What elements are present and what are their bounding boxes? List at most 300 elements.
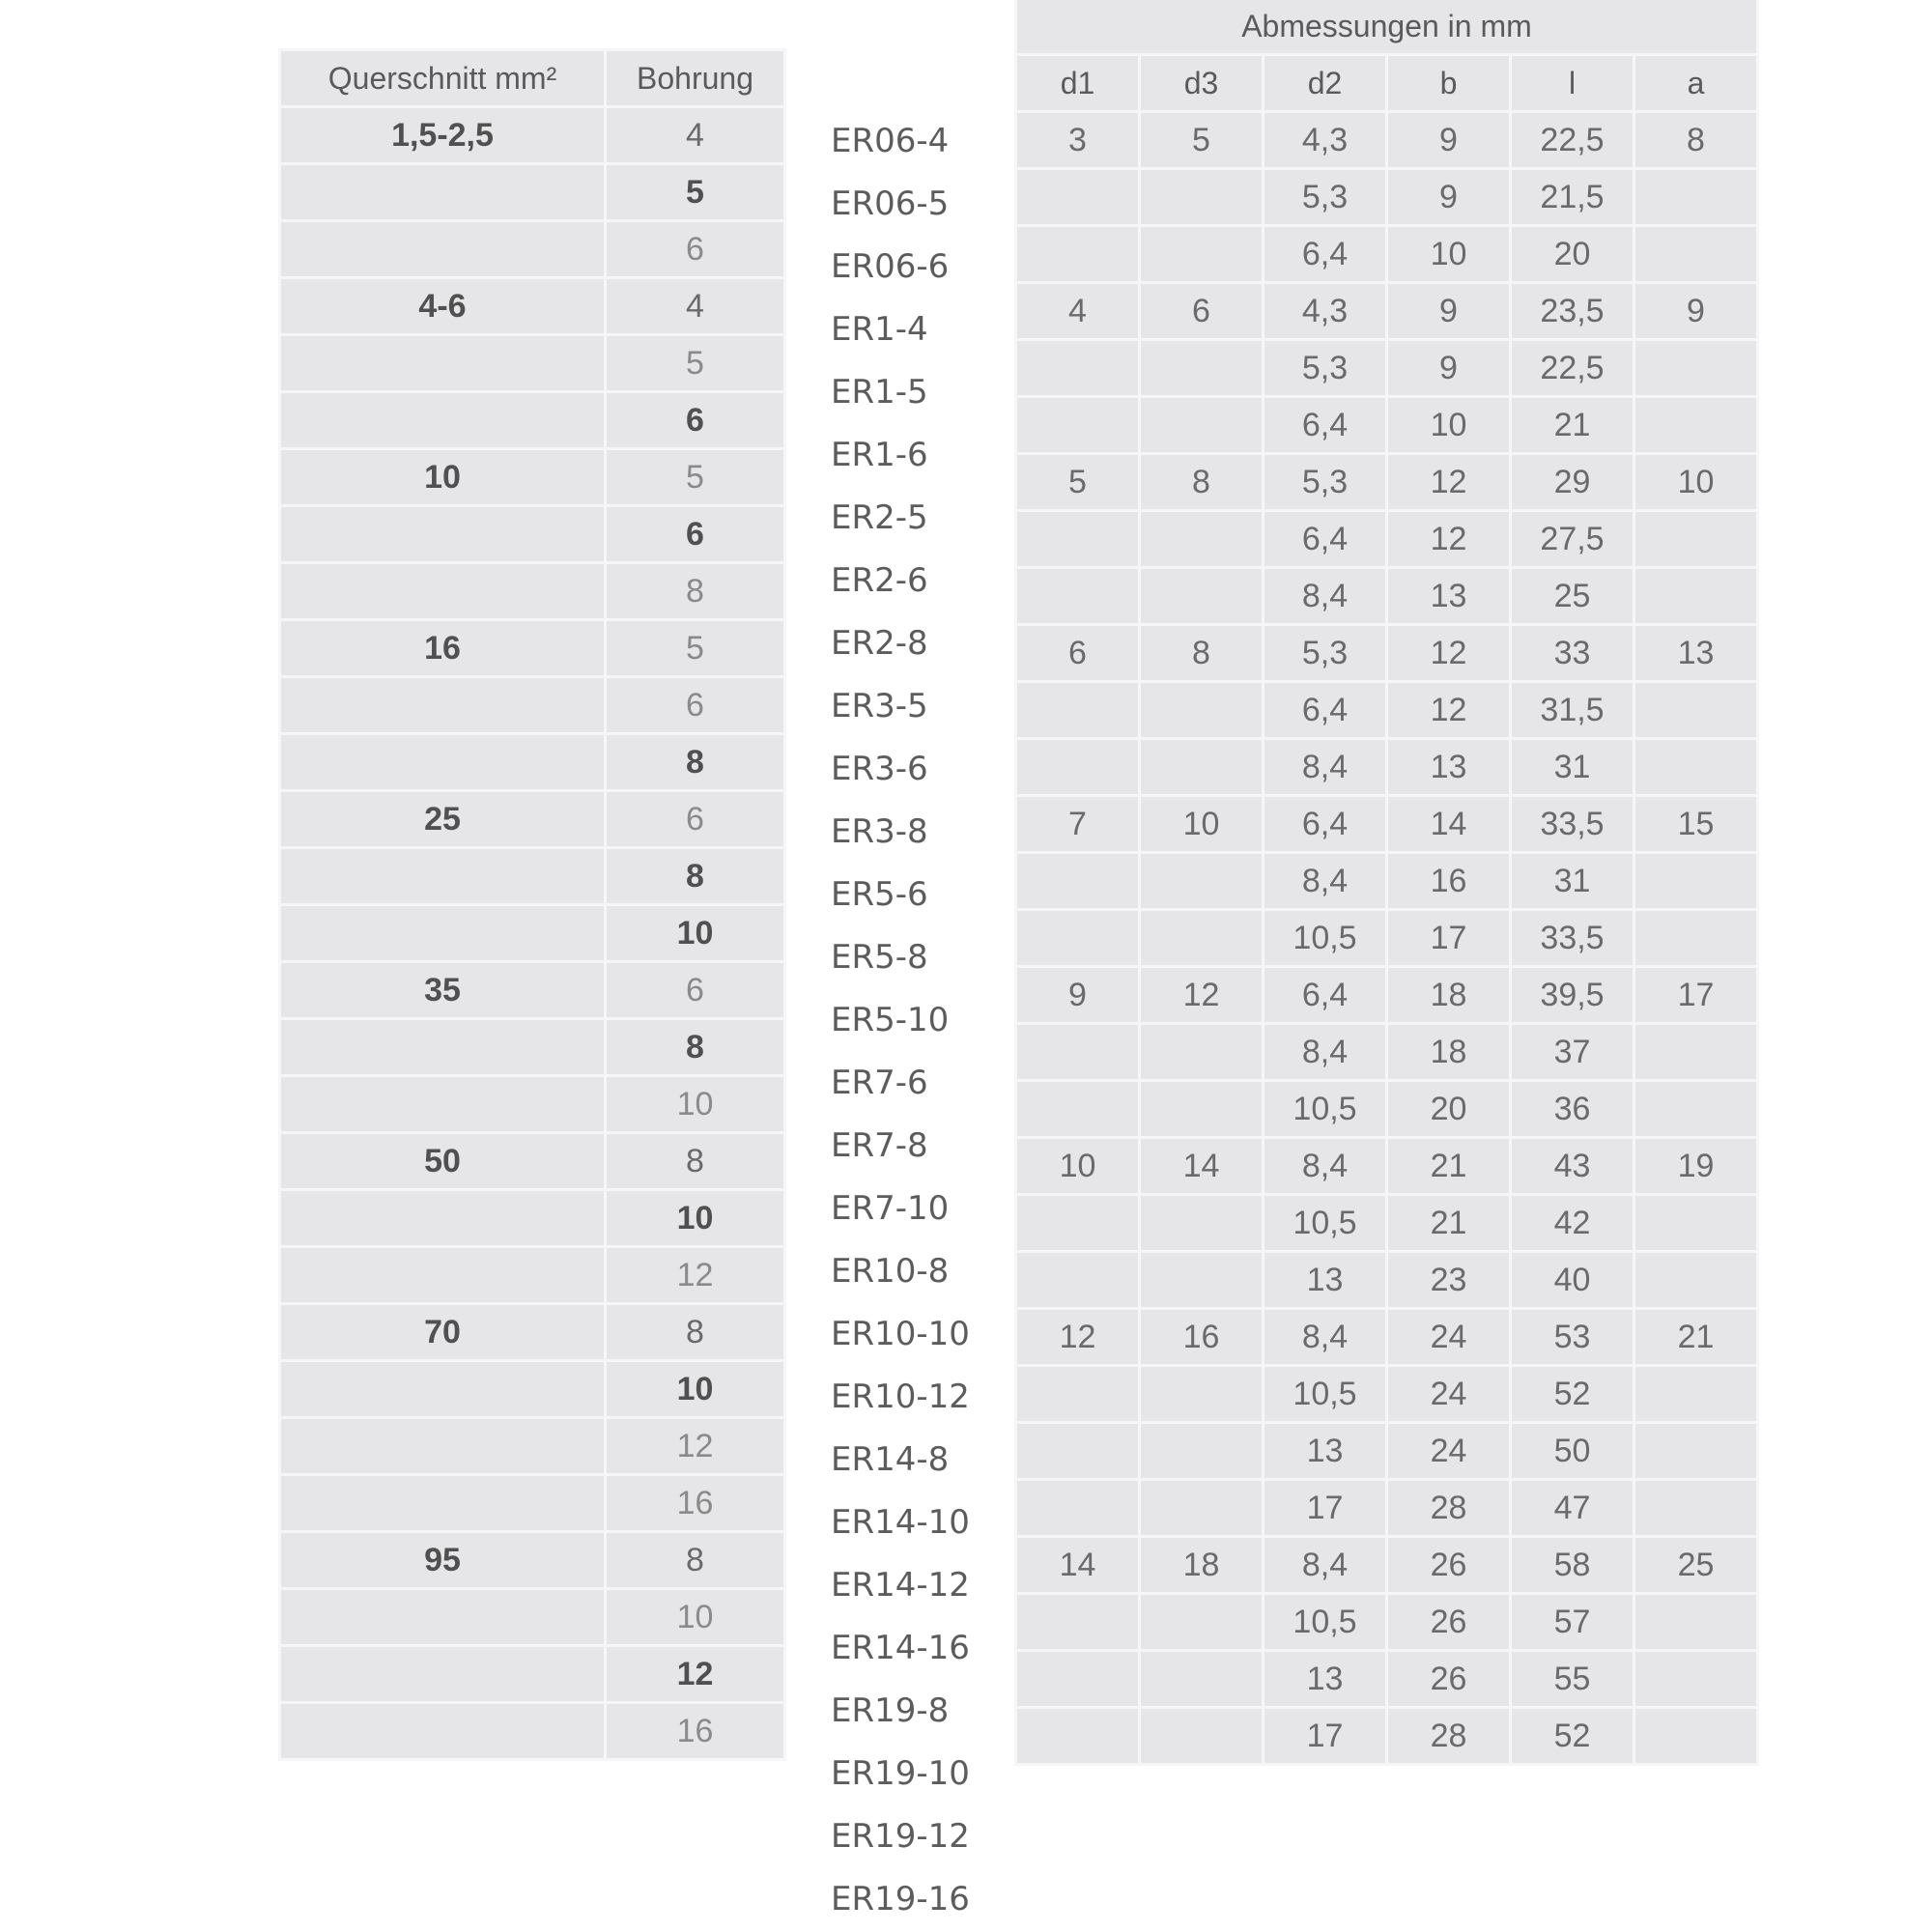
table-row	[280, 962, 785, 1019]
table-row	[280, 1646, 785, 1703]
b-cell: 10	[1387, 397, 1511, 454]
a-cell	[1634, 169, 1758, 226]
article-code: ER14-16	[831, 1629, 970, 1667]
bohrung-cell: 8	[606, 1133, 785, 1190]
d2-cell: 5,3	[1264, 625, 1387, 682]
article-code: ER5-10	[831, 1001, 950, 1039]
dimensions-table	[1014, 0, 1759, 1766]
d2-cell: 8,4	[1264, 1309, 1387, 1366]
querschnitt-cell	[280, 506, 606, 563]
header-d1: d1	[1016, 55, 1140, 112]
d1-cell	[1016, 340, 1140, 397]
d2-cell: 6,4	[1264, 967, 1387, 1024]
a-cell: 17	[1634, 967, 1758, 1024]
table-row	[280, 848, 785, 905]
l-cell: 36	[1511, 1081, 1634, 1138]
b-cell: 9	[1387, 283, 1511, 340]
table-row	[1016, 682, 1758, 739]
b-cell: 21	[1387, 1195, 1511, 1252]
d3-cell	[1140, 1024, 1264, 1081]
d2-cell: 4,3	[1264, 283, 1387, 340]
b-cell: 26	[1387, 1594, 1511, 1651]
header-a: a	[1634, 55, 1758, 112]
l-cell: 31,5	[1511, 682, 1634, 739]
header-querschnitt: Querschnitt mm²	[280, 50, 606, 107]
d3-cell	[1140, 739, 1264, 796]
a-cell	[1634, 1651, 1758, 1708]
querschnitt-cell	[280, 221, 606, 278]
querschnitt-cell	[280, 164, 606, 221]
table-row	[1016, 625, 1758, 682]
d3-cell: 16	[1140, 1309, 1264, 1366]
bohrung-cell: 12	[606, 1646, 785, 1703]
table-row	[280, 1589, 785, 1646]
cross-section-table	[278, 48, 786, 1761]
table-row	[1016, 1309, 1758, 1366]
b-cell: 12	[1387, 511, 1511, 568]
d2-cell: 6,4	[1264, 226, 1387, 283]
a-cell: 15	[1634, 796, 1758, 853]
d2-cell: 8,4	[1264, 1024, 1387, 1081]
table-row	[280, 449, 785, 506]
table-row	[280, 392, 785, 449]
b-cell: 13	[1387, 568, 1511, 625]
b-cell: 9	[1387, 112, 1511, 169]
querschnitt-cell: 4-6	[280, 278, 606, 335]
bohrung-cell: 16	[606, 1703, 785, 1760]
table-row	[280, 335, 785, 392]
table-row	[280, 1703, 785, 1760]
article-code: ER06-6	[831, 247, 950, 286]
d2-cell: 10,5	[1264, 1195, 1387, 1252]
d1-cell: 14	[1016, 1537, 1140, 1594]
article-code: ER7-8	[831, 1126, 928, 1165]
b-cell: 16	[1387, 853, 1511, 910]
d1-cell: 4	[1016, 283, 1140, 340]
l-cell: 50	[1511, 1423, 1634, 1480]
querschnitt-cell	[280, 1019, 606, 1076]
l-cell: 31	[1511, 739, 1634, 796]
querschnitt-cell	[280, 1418, 606, 1475]
b-cell: 9	[1387, 340, 1511, 397]
b-cell: 9	[1387, 169, 1511, 226]
querschnitt-cell	[280, 392, 606, 449]
d2-cell: 8,4	[1264, 739, 1387, 796]
bohrung-cell: 8	[606, 848, 785, 905]
l-cell: 40	[1511, 1252, 1634, 1309]
table-row	[280, 677, 785, 734]
table-row	[1016, 1195, 1758, 1252]
a-cell	[1634, 1480, 1758, 1537]
d2-cell: 5,3	[1264, 340, 1387, 397]
d3-cell	[1140, 169, 1264, 226]
d2-cell: 13	[1264, 1651, 1387, 1708]
querschnitt-cell	[280, 905, 606, 962]
article-code: ER5-6	[831, 875, 928, 914]
bohrung-cell: 6	[606, 506, 785, 563]
bohrung-cell: 8	[606, 1019, 785, 1076]
d3-cell: 8	[1140, 454, 1264, 511]
l-cell: 20	[1511, 226, 1634, 283]
querschnitt-cell	[280, 848, 606, 905]
table-row	[280, 1133, 785, 1190]
a-cell	[1634, 1594, 1758, 1651]
d2-cell: 8,4	[1264, 1138, 1387, 1195]
table-row	[1016, 1024, 1758, 1081]
querschnitt-cell: 70	[280, 1304, 606, 1361]
header-b: b	[1387, 55, 1511, 112]
table-row	[280, 1475, 785, 1532]
a-cell: 25	[1634, 1537, 1758, 1594]
article-code: ER3-6	[831, 750, 928, 788]
table-row	[280, 1190, 785, 1247]
article-code: ER3-8	[831, 812, 928, 851]
table-row	[1016, 853, 1758, 910]
d1-cell	[1016, 1480, 1140, 1537]
article-code: ER2-8	[831, 624, 928, 663]
d1-cell	[1016, 226, 1140, 283]
article-code: ER19-12	[831, 1817, 970, 1856]
d3-cell: 6	[1140, 283, 1264, 340]
b-cell: 12	[1387, 454, 1511, 511]
article-code: ER19-10	[831, 1754, 970, 1793]
header-abmessungen: Abmessungen in mm	[1016, 0, 1758, 55]
bohrung-cell: 6	[606, 221, 785, 278]
right-header-row	[1016, 55, 1758, 112]
a-cell: 21	[1634, 1309, 1758, 1366]
a-cell: 13	[1634, 625, 1758, 682]
article-code: ER19-16	[831, 1880, 970, 1918]
b-cell: 10	[1387, 226, 1511, 283]
table-row	[280, 1076, 785, 1133]
a-cell	[1634, 1708, 1758, 1765]
table-row	[1016, 226, 1758, 283]
d3-cell	[1140, 1366, 1264, 1423]
bohrung-cell: 10	[606, 905, 785, 962]
table-row	[280, 1304, 785, 1361]
d3-cell: 10	[1140, 796, 1264, 853]
l-cell: 21	[1511, 397, 1634, 454]
bohrung-cell: 5	[606, 164, 785, 221]
bohrung-cell: 4	[606, 278, 785, 335]
l-cell: 47	[1511, 1480, 1634, 1537]
d1-cell	[1016, 1366, 1140, 1423]
d2-cell: 6,4	[1264, 682, 1387, 739]
table-row	[1016, 169, 1758, 226]
querschnitt-cell: 25	[280, 791, 606, 848]
querschnitt-cell: 10	[280, 449, 606, 506]
l-cell: 23,5	[1511, 283, 1634, 340]
querschnitt-cell: 35	[280, 962, 606, 1019]
d2-cell: 6,4	[1264, 796, 1387, 853]
article-code: ER06-4	[831, 122, 950, 160]
querschnitt-cell: 16	[280, 620, 606, 677]
d2-cell: 5,3	[1264, 454, 1387, 511]
d3-cell: 5	[1140, 112, 1264, 169]
d3-cell	[1140, 340, 1264, 397]
querschnitt-cell: 95	[280, 1532, 606, 1589]
table-row	[280, 734, 785, 791]
article-code: ER5-8	[831, 938, 928, 977]
b-cell: 24	[1387, 1309, 1511, 1366]
d1-cell	[1016, 682, 1140, 739]
article-code: ER10-12	[831, 1378, 970, 1416]
b-cell: 17	[1387, 910, 1511, 967]
article-code: ER10-10	[831, 1315, 970, 1353]
article-code: ER19-8	[831, 1691, 950, 1730]
d3-cell	[1140, 511, 1264, 568]
d1-cell	[1016, 1081, 1140, 1138]
l-cell: 39,5	[1511, 967, 1634, 1024]
d3-cell	[1140, 226, 1264, 283]
article-code-list	[831, 110, 1005, 1931]
bohrung-cell: 8	[606, 1304, 785, 1361]
a-cell	[1634, 1252, 1758, 1309]
d2-cell: 13	[1264, 1252, 1387, 1309]
l-cell: 33,5	[1511, 796, 1634, 853]
l-cell: 43	[1511, 1138, 1634, 1195]
l-cell: 53	[1511, 1309, 1634, 1366]
bohrung-cell: 12	[606, 1418, 785, 1475]
l-cell: 37	[1511, 1024, 1634, 1081]
a-cell: 19	[1634, 1138, 1758, 1195]
d2-cell: 4,3	[1264, 112, 1387, 169]
table-row	[280, 1418, 785, 1475]
article-code: ER1-4	[831, 310, 928, 349]
bohrung-cell: 6	[606, 962, 785, 1019]
table-row	[1016, 1138, 1758, 1195]
d1-cell: 6	[1016, 625, 1140, 682]
bohrung-cell: 10	[606, 1361, 785, 1418]
d1-cell	[1016, 1423, 1140, 1480]
b-cell: 21	[1387, 1138, 1511, 1195]
a-cell	[1634, 910, 1758, 967]
d1-cell	[1016, 1252, 1140, 1309]
article-code: ER7-10	[831, 1189, 950, 1228]
l-cell: 33	[1511, 625, 1634, 682]
bohrung-cell: 8	[606, 1532, 785, 1589]
d2-cell: 10,5	[1264, 1366, 1387, 1423]
a-cell	[1634, 739, 1758, 796]
d2-cell: 10,5	[1264, 1081, 1387, 1138]
article-code: ER3-5	[831, 687, 928, 725]
d2-cell: 10,5	[1264, 910, 1387, 967]
l-cell: 31	[1511, 853, 1634, 910]
a-cell	[1634, 1366, 1758, 1423]
b-cell: 12	[1387, 682, 1511, 739]
l-cell: 27,5	[1511, 511, 1634, 568]
b-cell: 20	[1387, 1081, 1511, 1138]
d2-cell: 8,4	[1264, 1537, 1387, 1594]
l-cell: 21,5	[1511, 169, 1634, 226]
table-row	[1016, 1537, 1758, 1594]
b-cell: 28	[1387, 1480, 1511, 1537]
table-row	[280, 791, 785, 848]
b-cell: 26	[1387, 1651, 1511, 1708]
article-code: ER2-6	[831, 561, 928, 600]
d1-cell: 7	[1016, 796, 1140, 853]
d2-cell: 17	[1264, 1708, 1387, 1765]
querschnitt-cell	[280, 1646, 606, 1703]
d3-cell	[1140, 1252, 1264, 1309]
a-cell	[1634, 1024, 1758, 1081]
b-cell: 23	[1387, 1252, 1511, 1309]
d1-cell	[1016, 511, 1140, 568]
header-d3: d3	[1140, 55, 1264, 112]
d3-cell	[1140, 910, 1264, 967]
d1-cell	[1016, 1594, 1140, 1651]
d2-cell: 6,4	[1264, 397, 1387, 454]
table-row	[1016, 910, 1758, 967]
l-cell: 42	[1511, 1195, 1634, 1252]
right-table-body	[1016, 112, 1758, 1765]
bohrung-cell: 8	[606, 563, 785, 620]
a-cell: 8	[1634, 112, 1758, 169]
article-code: ER10-8	[831, 1252, 950, 1291]
d1-cell: 12	[1016, 1309, 1140, 1366]
a-cell: 9	[1634, 283, 1758, 340]
article-code: ER14-10	[831, 1503, 970, 1542]
b-cell: 28	[1387, 1708, 1511, 1765]
bohrung-cell: 16	[606, 1475, 785, 1532]
a-cell	[1634, 511, 1758, 568]
table-row	[280, 620, 785, 677]
table-row	[280, 1247, 785, 1304]
d2-cell: 13	[1264, 1423, 1387, 1480]
table-row	[1016, 1651, 1758, 1708]
a-cell	[1634, 1081, 1758, 1138]
table-row	[1016, 1366, 1758, 1423]
d1-cell	[1016, 739, 1140, 796]
d1-cell	[1016, 1024, 1140, 1081]
querschnitt-cell	[280, 1703, 606, 1760]
d3-cell	[1140, 1594, 1264, 1651]
querschnitt-cell	[280, 1589, 606, 1646]
table-row	[280, 1532, 785, 1589]
d1-cell: 9	[1016, 967, 1140, 1024]
d3-cell	[1140, 1708, 1264, 1765]
article-code: ER1-6	[831, 436, 928, 474]
d3-cell: 14	[1140, 1138, 1264, 1195]
b-cell: 24	[1387, 1423, 1511, 1480]
a-cell	[1634, 340, 1758, 397]
d2-cell: 17	[1264, 1480, 1387, 1537]
d1-cell	[1016, 853, 1140, 910]
a-cell	[1634, 397, 1758, 454]
table-row	[1016, 397, 1758, 454]
querschnitt-cell: 50	[280, 1133, 606, 1190]
table-row	[280, 164, 785, 221]
d3-cell	[1140, 853, 1264, 910]
d1-cell	[1016, 568, 1140, 625]
querschnitt-cell	[280, 1361, 606, 1418]
l-cell: 22,5	[1511, 112, 1634, 169]
article-code: ER06-5	[831, 185, 950, 223]
table-row	[280, 221, 785, 278]
table-row	[1016, 511, 1758, 568]
bohrung-cell: 6	[606, 677, 785, 734]
header-d2: d2	[1264, 55, 1387, 112]
l-cell: 58	[1511, 1537, 1634, 1594]
table-row	[280, 278, 785, 335]
header-l: l	[1511, 55, 1634, 112]
d3-cell	[1140, 397, 1264, 454]
b-cell: 13	[1387, 739, 1511, 796]
b-cell: 14	[1387, 796, 1511, 853]
l-cell: 33,5	[1511, 910, 1634, 967]
l-cell: 52	[1511, 1366, 1634, 1423]
d2-cell: 8,4	[1264, 568, 1387, 625]
a-cell	[1634, 1195, 1758, 1252]
bohrung-cell: 5	[606, 449, 785, 506]
article-code: ER14-8	[831, 1440, 950, 1479]
article-code: ER2-5	[831, 498, 928, 537]
d3-cell	[1140, 682, 1264, 739]
table-row	[1016, 1708, 1758, 1765]
table-row	[280, 1019, 785, 1076]
d2-cell: 8,4	[1264, 853, 1387, 910]
bohrung-cell: 12	[606, 1247, 785, 1304]
querschnitt-cell: 1,5-2,5	[280, 107, 606, 164]
querschnitt-cell	[280, 734, 606, 791]
table-row	[1016, 1594, 1758, 1651]
bohrung-cell: 4	[606, 107, 785, 164]
a-cell	[1634, 568, 1758, 625]
bohrung-cell: 8	[606, 734, 785, 791]
d3-cell	[1140, 1195, 1264, 1252]
table-row	[1016, 1480, 1758, 1537]
l-cell: 22,5	[1511, 340, 1634, 397]
querschnitt-cell	[280, 677, 606, 734]
d3-cell	[1140, 1480, 1264, 1537]
d1-cell	[1016, 910, 1140, 967]
b-cell: 24	[1387, 1366, 1511, 1423]
d3-cell	[1140, 1423, 1264, 1480]
table-row	[1016, 454, 1758, 511]
group-header-row	[1016, 0, 1758, 55]
b-cell: 18	[1387, 967, 1511, 1024]
a-cell	[1634, 682, 1758, 739]
d2-cell: 6,4	[1264, 511, 1387, 568]
querschnitt-cell	[280, 563, 606, 620]
l-cell: 57	[1511, 1594, 1634, 1651]
d3-cell: 12	[1140, 967, 1264, 1024]
left-table-body	[280, 107, 785, 1760]
d1-cell: 10	[1016, 1138, 1140, 1195]
d2-cell: 5,3	[1264, 169, 1387, 226]
article-code: ER1-5	[831, 373, 928, 412]
left-header-row	[280, 50, 785, 107]
d2-cell: 10,5	[1264, 1594, 1387, 1651]
d1-cell: 5	[1016, 454, 1140, 511]
table-row	[1016, 340, 1758, 397]
querschnitt-cell	[280, 1247, 606, 1304]
l-cell: 29	[1511, 454, 1634, 511]
b-cell: 18	[1387, 1024, 1511, 1081]
l-cell: 25	[1511, 568, 1634, 625]
querschnitt-cell	[280, 1076, 606, 1133]
d3-cell	[1140, 568, 1264, 625]
table-row	[1016, 1423, 1758, 1480]
table-row	[1016, 1081, 1758, 1138]
d1-cell	[1016, 1708, 1140, 1765]
bohrung-cell: 10	[606, 1190, 785, 1247]
header-bohrung: Bohrung	[606, 50, 785, 107]
table-row	[1016, 739, 1758, 796]
table-row	[280, 107, 785, 164]
d3-cell: 8	[1140, 625, 1264, 682]
querschnitt-cell	[280, 1475, 606, 1532]
